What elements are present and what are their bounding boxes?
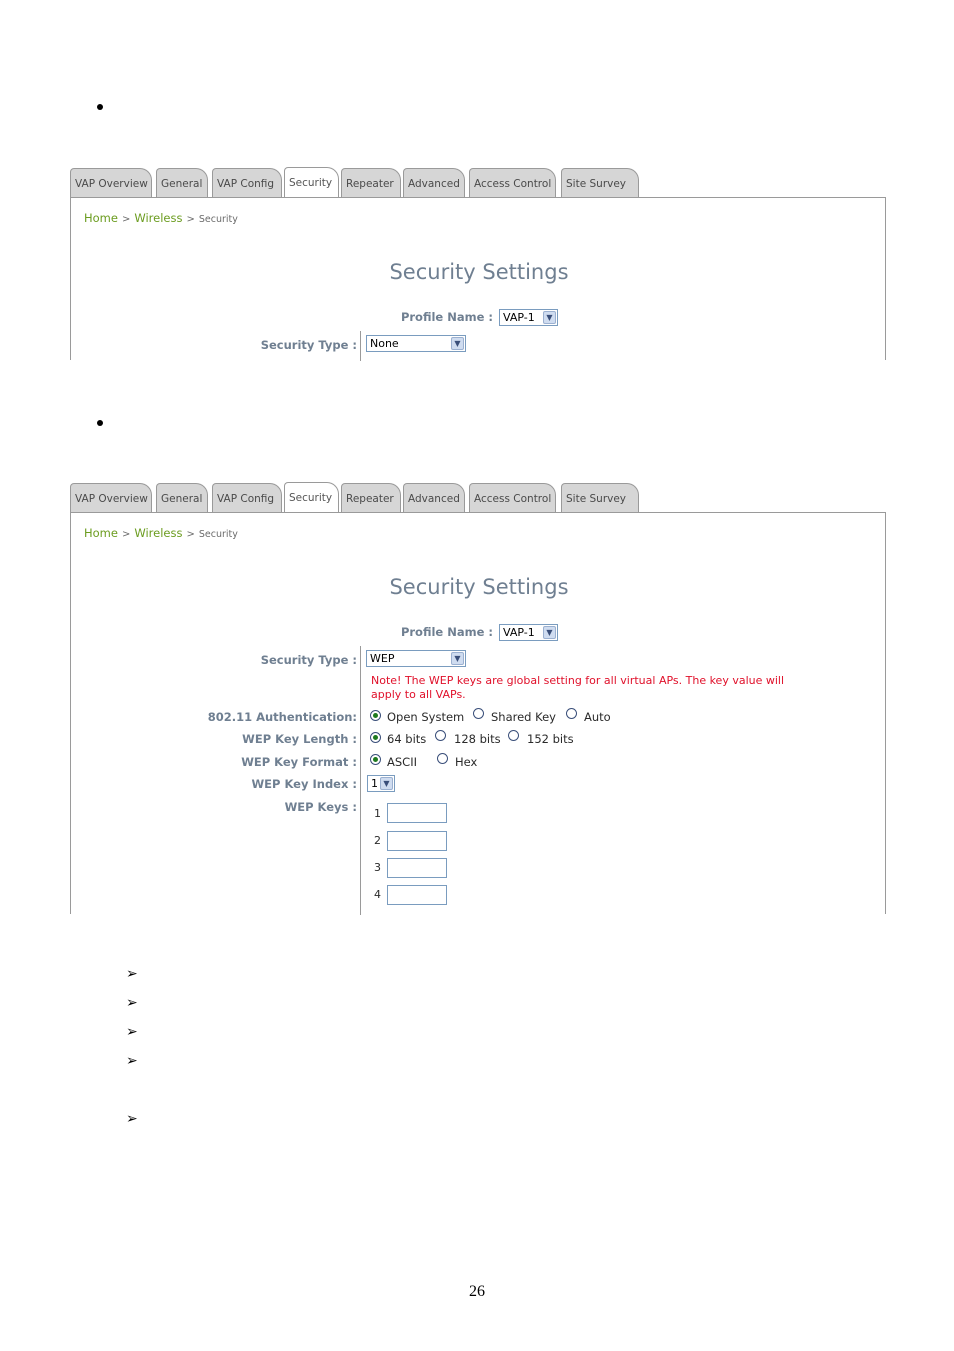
key-format-ascii-radio[interactable] [370, 754, 381, 765]
form-divider [360, 331, 361, 361]
security-type-value: None [370, 337, 399, 350]
settings-panel [70, 197, 886, 360]
wep-keys-label: WEP Keys : [284, 800, 357, 814]
key-length-64-radio[interactable] [370, 732, 381, 743]
key-2-input[interactable] [387, 831, 447, 851]
tab-access-control[interactable]: Access Control [469, 483, 556, 512]
page-title: Security Settings [389, 575, 569, 599]
tab-security[interactable]: Security [284, 482, 339, 513]
breadcrumb-home[interactable]: Home [84, 211, 118, 225]
profile-name-select[interactable] [499, 624, 558, 641]
breadcrumb-home[interactable]: Home [84, 526, 118, 540]
breadcrumb-separator: > [186, 214, 195, 225]
key-format-hex-radio[interactable] [437, 753, 448, 764]
tab-vap-config[interactable]: VAP Config [212, 168, 282, 197]
screenshot-security-wep [70, 482, 886, 914]
tab-security[interactable]: Security [284, 167, 339, 198]
auth-auto-label: Auto [584, 710, 611, 724]
profile-name-label: Profile Name : [400, 625, 493, 639]
arrow-bullet-1: ➢ [126, 966, 138, 982]
profile-name-select[interactable] [499, 309, 558, 326]
breadcrumb-current: Security [198, 214, 238, 225]
key-2-number: 2 [374, 834, 381, 847]
wep-global-note [371, 674, 784, 702]
key-4-input[interactable] [387, 885, 447, 905]
profile-name-label: Profile Name : [400, 310, 493, 324]
key-1-input[interactable] [387, 803, 447, 823]
key-1-number: 1 [374, 807, 381, 820]
key-length-152-radio[interactable] [508, 730, 519, 741]
chevron-down-icon: ▼ [543, 311, 556, 324]
tab-general[interactable]: General [156, 483, 208, 512]
screenshot-security-none [70, 167, 886, 360]
bullet-2 [97, 420, 103, 426]
arrow-bullet-3: ➢ [126, 1024, 138, 1040]
key-index-label: WEP Key Index : [251, 777, 357, 791]
chevron-down-icon: ▼ [380, 777, 393, 790]
security-type-value: WEP [370, 652, 395, 665]
auth-shared-key-radio[interactable] [473, 708, 484, 719]
tab-advanced[interactable]: Advanced [403, 168, 465, 197]
key-3-number: 3 [374, 861, 381, 874]
chevron-down-icon: ▼ [451, 337, 464, 350]
page-number: 26 [469, 1283, 485, 1300]
key-format-label: WEP Key Format : [241, 755, 357, 769]
auth-auto-radio[interactable] [566, 708, 577, 719]
key-index-select[interactable] [367, 775, 395, 792]
breadcrumb [84, 526, 238, 540]
tab-site-survey[interactable]: Site Survey [561, 483, 639, 512]
key-format-ascii-label: ASCII [387, 755, 417, 769]
note-line-2: apply to all VAPs. [371, 688, 466, 701]
security-type-label: Security Type : [260, 653, 357, 667]
chevron-down-icon: ▼ [451, 652, 464, 665]
key-format-hex-label: Hex [455, 755, 478, 769]
breadcrumb [84, 211, 238, 225]
breadcrumb-separator: > [121, 214, 131, 225]
key-length-152-label: 152 bits [527, 732, 574, 746]
tab-general[interactable]: General [156, 168, 208, 197]
breadcrumb-wireless[interactable]: Wireless [134, 526, 183, 540]
arrow-bullet-5: ➢ [126, 1111, 138, 1127]
auth-label: 802.11 Authentication: [207, 710, 357, 724]
tab-access-control[interactable]: Access Control [469, 168, 556, 197]
chevron-down-icon: ▼ [543, 626, 556, 639]
auth-open-system-label: Open System [387, 710, 465, 724]
tab-repeater[interactable]: Repeater [341, 483, 401, 512]
profile-name-value: VAP-1 [503, 626, 535, 639]
breadcrumb-separator: > [186, 529, 195, 540]
key-length-128-label: 128 bits [454, 732, 501, 746]
security-type-label: Security Type : [260, 338, 357, 352]
tab-vap-overview[interactable]: VAP Overview [70, 168, 152, 197]
arrow-bullet-4: ➢ [126, 1053, 138, 1069]
note-line-1: Note! The WEP keys are global setting for all virtual APs. The key value will [371, 674, 785, 687]
security-type-select[interactable] [366, 335, 466, 352]
key-length-64-label: 64 bits [387, 732, 427, 746]
bullet-1 [97, 104, 103, 110]
breadcrumb-wireless[interactable]: Wireless [134, 211, 183, 225]
key-length-label: WEP Key Length : [242, 732, 357, 746]
key-index-value: 1 [371, 777, 378, 790]
tab-advanced[interactable]: Advanced [403, 483, 465, 512]
tab-bar [70, 167, 886, 198]
key-3-input[interactable] [387, 858, 447, 878]
settings-panel [70, 512, 886, 914]
auth-shared-key-label: Shared Key [491, 710, 556, 724]
form-divider [360, 646, 361, 915]
key-length-128-radio[interactable] [435, 730, 446, 741]
tab-site-survey[interactable]: Site Survey [561, 168, 639, 197]
auth-open-system-radio[interactable] [370, 710, 381, 721]
arrow-bullet-2: ➢ [126, 995, 138, 1011]
profile-name-value: VAP-1 [503, 311, 535, 324]
tab-vap-config[interactable]: VAP Config [212, 483, 282, 512]
breadcrumb-current: Security [198, 529, 238, 540]
tab-bar [70, 482, 886, 513]
key-4-number: 4 [374, 888, 381, 901]
tab-vap-overview[interactable]: VAP Overview [70, 483, 152, 512]
security-type-select[interactable] [366, 650, 466, 667]
tab-repeater[interactable]: Repeater [341, 168, 401, 197]
breadcrumb-separator: > [121, 529, 131, 540]
page-title: Security Settings [389, 260, 569, 284]
